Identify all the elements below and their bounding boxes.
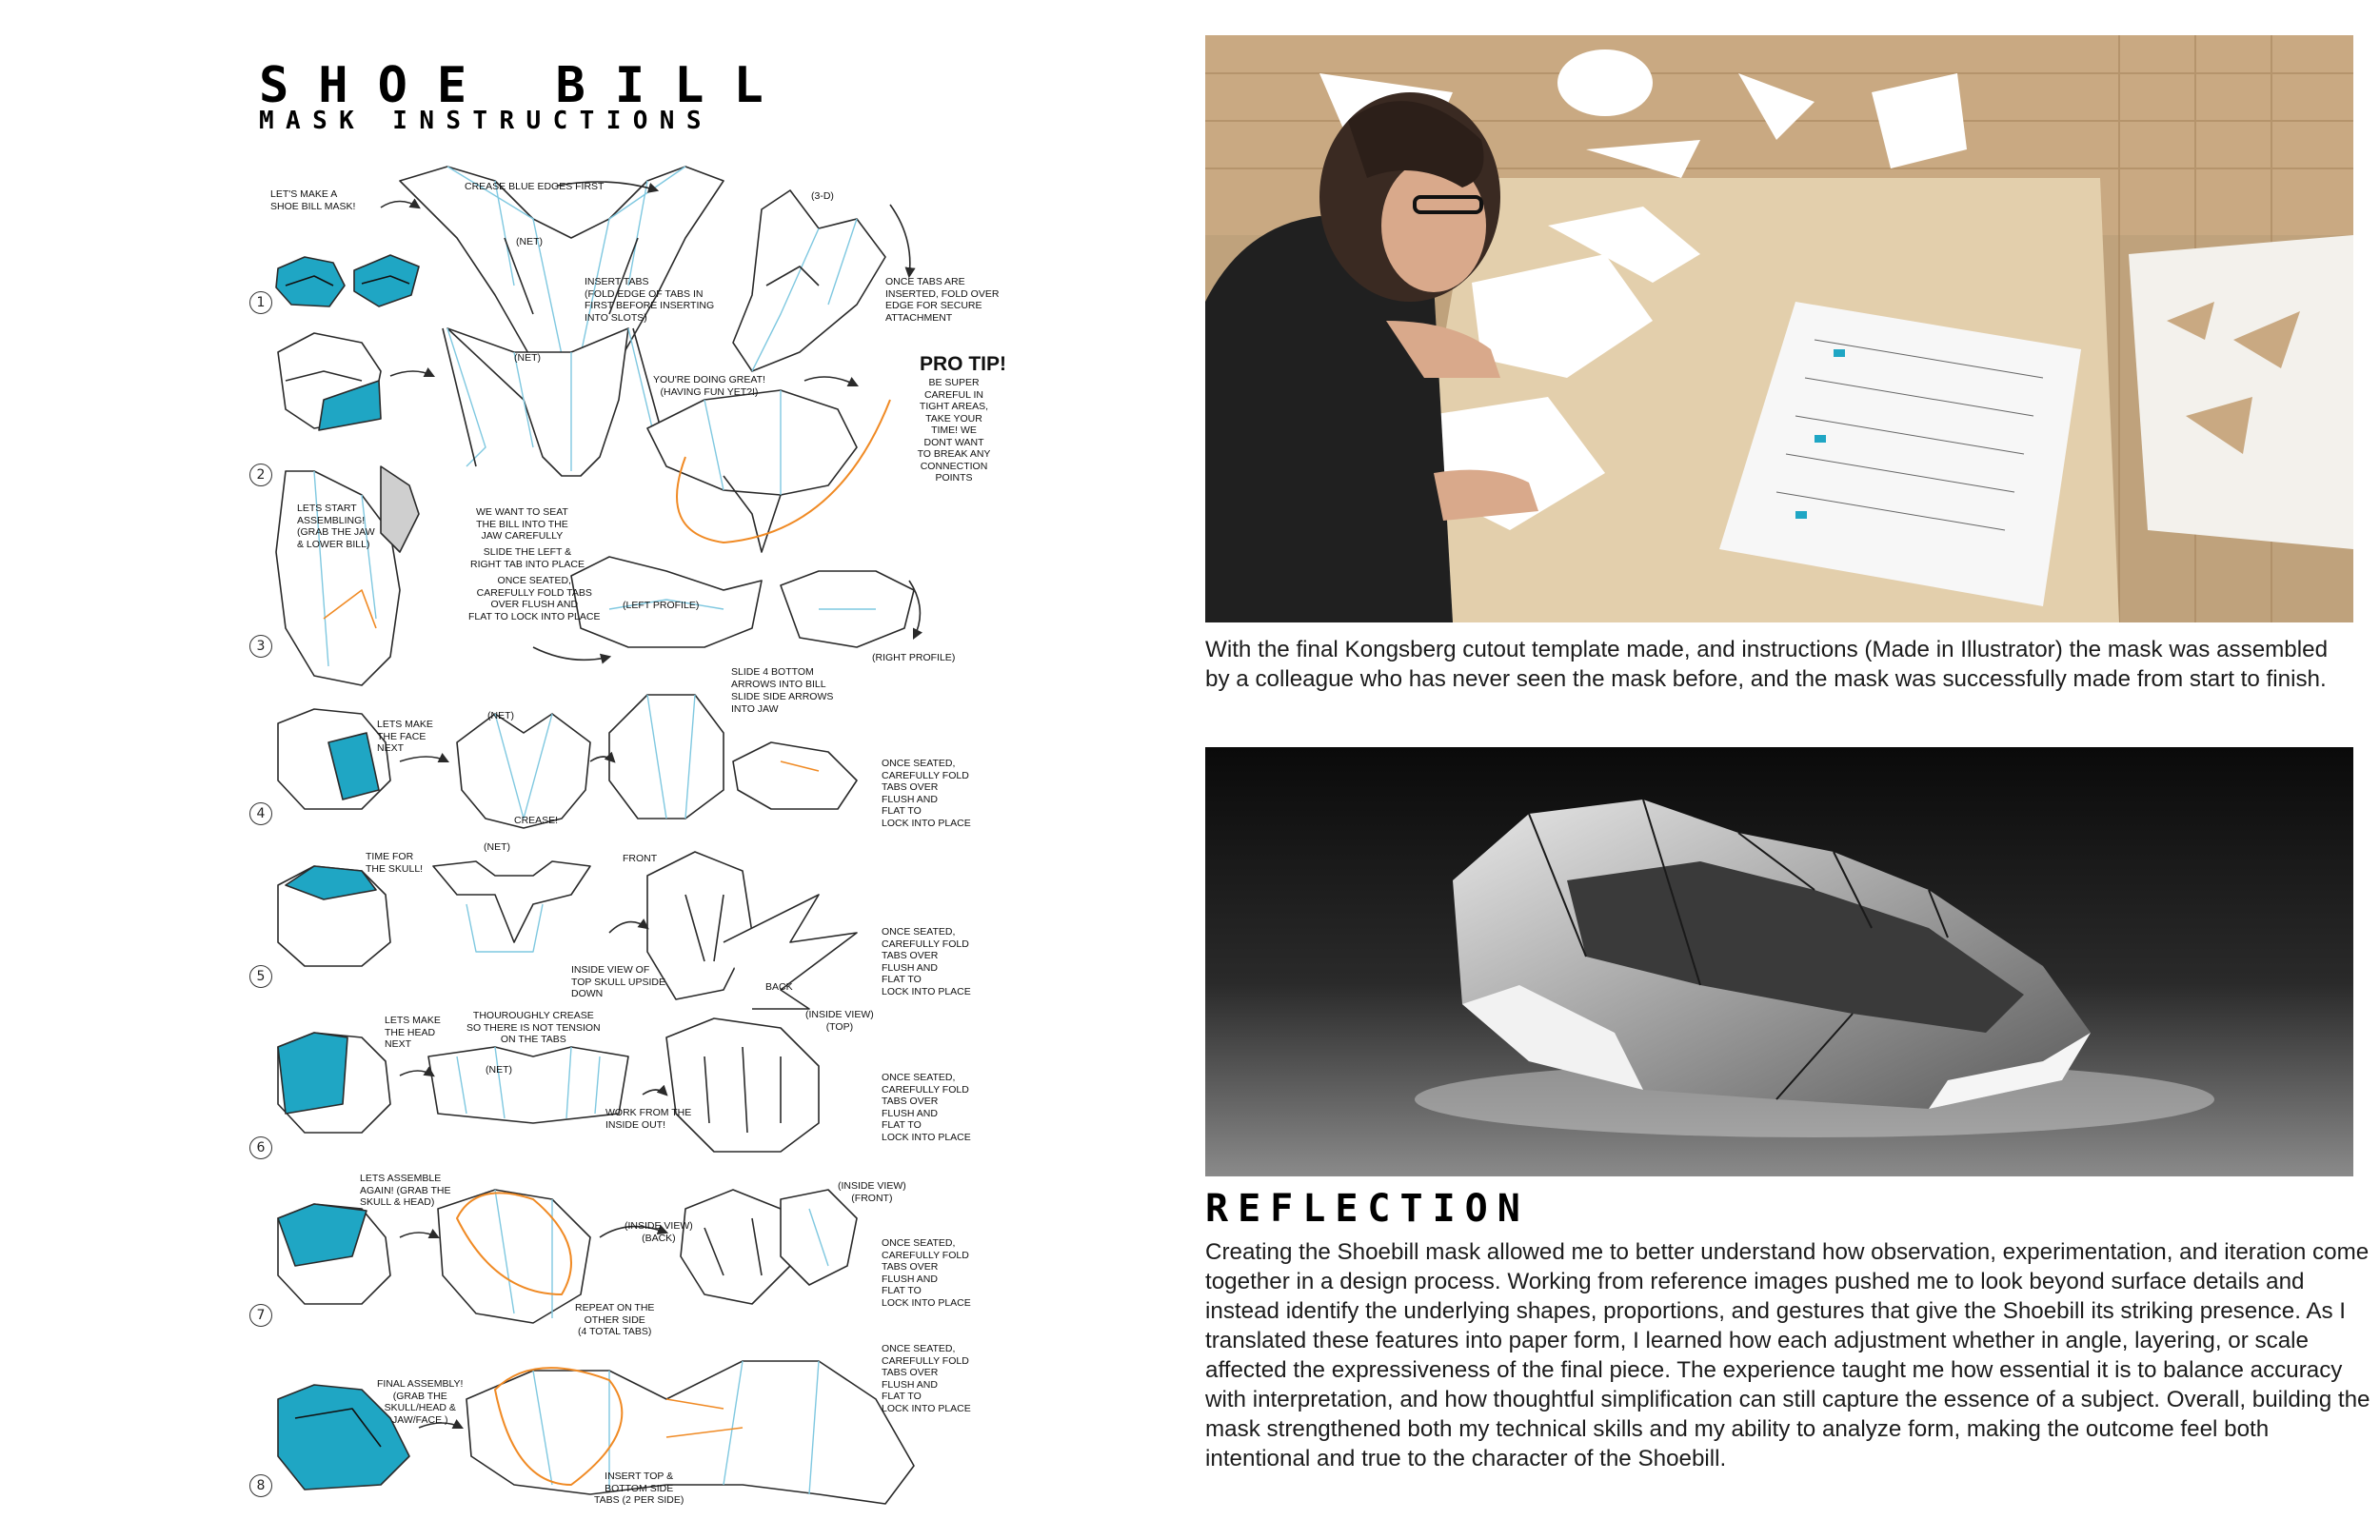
note-once-seated-8: ONCE SEATED, CAREFULLY FOLD TABS OVER FLUSH AND FLAT TO LOCK INTO PLACE [882, 1343, 971, 1414]
note-seat-bill: WE WANT TO SEAT THE BILL INTO THE JAW CAREFULLY [476, 506, 568, 542]
note-inside-view-top-skull: INSIDE VIEW OF TOP SKULL UPSIDE DOWN [571, 964, 666, 999]
step-number-1: 1 [249, 291, 272, 314]
note-net-5: (NET) [486, 1064, 512, 1076]
note-once-seated-5: ONCE SEATED, CAREFULLY FOLD TABS OVER FLUSH AND FLAT TO LOCK INTO PLACE [882, 926, 971, 997]
note-final-assembly: FINAL ASSEMBLY! (GRAB THE SKULL/HEAD & JAW/FACE ) [377, 1378, 464, 1426]
step8-final-assembly [466, 1361, 914, 1504]
note-lets-make-head: LETS MAKE THE HEAD NEXT [385, 1015, 441, 1050]
note-net-4: (NET) [484, 841, 510, 853]
step7-head-skull [438, 1190, 590, 1323]
note-once-seated-6: ONCE SEATED, CAREFULLY FOLD TABS OVER FLUSH AND FLAT TO LOCK INTO PLACE [882, 1072, 971, 1143]
step7-mask-icon [278, 1204, 390, 1304]
step5-mask-icon [278, 866, 390, 966]
assembly-photo [1205, 35, 2353, 622]
step1-3d-drawing [733, 190, 885, 371]
note-inside-view-back: (INSIDE VIEW) (BACK) [625, 1220, 693, 1244]
note-inside-view-front: (INSIDE VIEW) (FRONT) [838, 1180, 906, 1204]
note-work-inside: WORK FROM THE INSIDE OUT! [605, 1107, 692, 1131]
step4-mask-icon [278, 709, 390, 809]
note-assemble-again: LETS ASSEMBLE AGAIN! (GRAB THE SKULL & HEAD) [360, 1173, 451, 1208]
photo-caption: With the final Kongsberg cutout template made, and instructions (Made in Illustrator) the mask was assembled by a colleague who has never seen the mask before, and the mask was successfully made from start to finish. [1205, 637, 2329, 692]
note-inside-view-top: (INSIDE VIEW) (TOP) [805, 1009, 874, 1033]
step-number-3: 3 [249, 635, 272, 658]
note-thoroughly: THOUROUGHLY CREASE SO THERE IS NOT TENSION ON THE TABS [466, 1010, 601, 1045]
note-net-1: (NET) [516, 236, 543, 247]
finished-mask-photo-art [1205, 747, 2353, 1176]
note-slide-tabs: SLIDE THE LEFT & RIGHT TAB INTO PLACE [470, 546, 585, 570]
note-net-2: (NET) [514, 352, 541, 364]
finished-mask-photo [1205, 747, 2353, 1176]
step4-face-net [457, 714, 590, 828]
note-insert-top-bottom: INSERT TOP & BOTTOM SIDE TABS (2 PER SIDE) [594, 1471, 684, 1506]
step2-bill-drawing [647, 390, 890, 552]
note-time-skull: TIME FOR THE SKULL! [366, 851, 424, 875]
assembly-photo-art [1205, 35, 2353, 622]
note-doing-great: YOU'RE DOING GREAT! (HAVING FUN YET?!) [653, 374, 765, 398]
note-once-seated-fold: ONCE SEATED, CAREFULLY FOLD TABS OVER FLUSH AND FLAT TO LOCK INTO PLACE [468, 575, 601, 622]
reflection-heading: REFLECTION [1205, 1187, 1530, 1231]
step-number-4: 4 [249, 802, 272, 825]
step-number-6: 6 [249, 1136, 272, 1159]
note-3d: (3-D) [811, 190, 834, 202]
step5-skull-inside [647, 852, 857, 1009]
note-right-profile: (RIGHT PROFILE) [872, 652, 956, 663]
note-crease-blue: CREASE BLUE EDGES FIRST [465, 181, 605, 192]
note-crease: CREASE! [514, 815, 559, 826]
step-number-5: 5 [249, 965, 272, 988]
step6-head-net [428, 1047, 628, 1123]
note-once-seated-4: ONCE SEATED, CAREFULLY FOLD TABS OVER FLUSH AND FLAT TO LOCK INTO PLACE [882, 758, 971, 829]
instructions-title: SHOE BILL [259, 57, 793, 114]
note-left-profile: (LEFT PROFILE) [623, 600, 700, 611]
note-start-assembling: LETS START ASSEMBLING! (GRAB THE JAW & LOWER BILL) [297, 503, 375, 550]
step-number-2: 2 [249, 464, 272, 486]
note-once-seated-7: ONCE SEATED, CAREFULLY FOLD TABS OVER FLUSH AND FLAT TO LOCK INTO PLACE [882, 1237, 971, 1309]
note-insert-tabs: INSERT TABS (FOLD EDGE OF TABS IN FIRST BEFORE INSERTING INTO SLOTS) [585, 276, 715, 324]
step-number-8: 8 [249, 1474, 272, 1497]
note-once-tabs: ONCE TABS ARE INSERTED, FOLD OVER EDGE FOR SECURE ATTACHMENT [885, 276, 1000, 324]
step3-jaw-drawing [276, 466, 419, 685]
step2-mask-icon [278, 333, 381, 430]
step4-assembled [733, 742, 857, 809]
step5-skull-net [433, 861, 590, 952]
step3-right-profile [781, 571, 914, 647]
step6-mask-icon [278, 1033, 390, 1133]
note-back: BACK [765, 981, 793, 993]
note-net-3: (NET) [487, 710, 514, 721]
note-lets-make-face: LETS MAKE THE FACE NEXT [377, 719, 433, 754]
note-slide4: SLIDE 4 BOTTOM ARROWS INTO BILL [731, 666, 826, 690]
note-lets-make: LET'S MAKE A SHOE BILL MASK! [270, 188, 356, 212]
note-front: FRONT [623, 853, 658, 864]
step6-head-inside [666, 1018, 819, 1152]
note-repeat: REPEAT ON THE OTHER SIDE (4 TOTAL TABS) [575, 1302, 655, 1337]
pro-tip-title: PRO TIP! [920, 353, 1007, 375]
instructions-subtitle: MASK INSTRUCTIONS [259, 107, 713, 135]
instruction-sheet [0, 0, 1171, 1540]
step1-mask-icon [276, 255, 419, 306]
pro-tip-body: BE SUPER CAREFUL IN TIGHT AREAS, TAKE YOUR TIME! WE DONT WANT TO BREAK ANY CONNECTION POINTS [917, 377, 991, 484]
step7-inside-front [781, 1190, 857, 1285]
reflection-body: Creating the Shoebill mask allowed me to better understand how observation, experimentation, and iteration come together in a design process. Working from reference images pushed me to look beyond surface details and instead identify the underlying shapes, proportions, and gestures that give the Shoebill its striking presence. As I translated these features into paper form, I learned how each adjustment whether in angle, layering, or scale affected the expressiveness of the final piece. The experience taught me how essential it is to balance accuracy with interpretation, and how thoughtful simplification can still capture the essence of a subject. Overall, building the mask strengthened both my technical skills and my ability to analyze form, making the outcome feel both intentional and true to the character of the Shoebill. [1205, 1239, 2370, 1471]
note-slide-side: SLIDE SIDE ARROWS INTO JAW [731, 691, 834, 715]
step7-inside-back [681, 1190, 790, 1304]
step-number-7: 7 [249, 1304, 272, 1327]
step4-face-3d [609, 695, 724, 819]
